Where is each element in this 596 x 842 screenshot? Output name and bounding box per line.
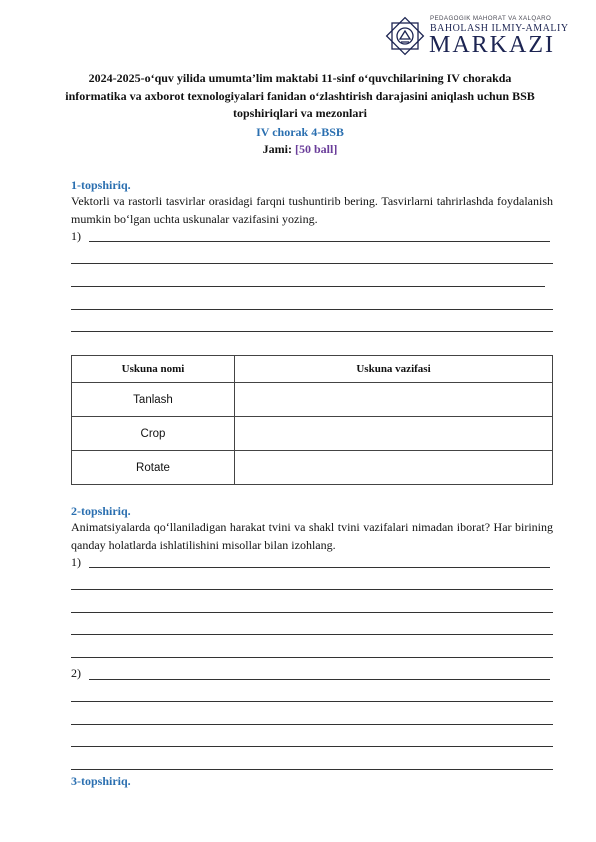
answer-line[interactable] [89,241,550,242]
answer-line[interactable] [89,679,550,680]
total-score [60,141,540,157]
task1-item1-label: 1) [71,229,81,243]
answer-line[interactable] [71,634,553,635]
answer-line[interactable] [71,769,553,770]
tool-function-cell[interactable] [235,383,553,417]
answer-line[interactable] [71,286,545,287]
total-label: Jami: [262,142,292,156]
tool-function-cell[interactable] [235,451,553,485]
total-value: [50 ball] [294,142,338,156]
answer-line[interactable] [89,567,550,568]
answer-line[interactable] [71,612,553,613]
tool-name-cell: Tanlash [72,383,235,417]
table-row [72,417,553,451]
column-header-tool-name: Uskuna nomi [72,356,235,383]
tool-name-cell: Crop [72,417,235,451]
document-subtitle: IV chorak 4-BSB [256,125,344,139]
task2-item2-label: 2) [71,666,81,680]
answer-line[interactable] [71,724,553,725]
task2-heading: 2-topshiriq. [71,504,131,518]
answer-line[interactable] [71,309,553,310]
task2-item1-label: 1) [71,555,81,569]
table-row [72,451,553,485]
table-row [72,383,553,417]
logo-line-1: PEDAGOGIK MAHORAT VA XALQARO [430,15,552,22]
tool-name-cell: Rotate [72,451,235,485]
answer-line[interactable] [71,589,553,590]
tool-function-cell[interactable] [235,417,553,451]
center-logo [383,12,569,62]
answer-line[interactable] [71,657,553,658]
task3-heading: 3-topshiriq. [71,774,131,788]
logo-line-3: MARKAZI [429,32,555,58]
task1-text: Vektorli va rastorli tasvirlar orasidagi farqni tushuntirib bering. Tasvirlarni tahrirlashda foydalanish mumkin bo‘lgan uchta uskunalar vazifasini yozing. [71,194,553,226]
emblem-icon [383,14,427,58]
answer-line[interactable] [71,746,553,747]
tools-table [71,355,553,485]
answer-line[interactable] [71,701,553,702]
task2-text: Animatsiyalarda qo‘llaniladigan harakat tvini va shakl tvini vazifalari nimadan iborat? Har birining qanday holatlarda ishlatilishini misollar bilan izohlang. [71,520,553,552]
document-title: 2024-2025-o‘quv yilida umumta’lim maktabi 11-sinf o‘quvchilarining IV chorakda informatika va axborot texnologiyalari fanidan o‘zlashtirish darajasini aniqlash uchun BSB topshiriqlari va mezonlari [65,71,535,120]
answer-line[interactable] [71,331,553,332]
task1-heading: 1-topshiriq. [71,178,131,192]
answer-line[interactable] [71,263,553,264]
column-header-tool-function: Uskuna vazifasi [235,356,553,383]
table-header-row [72,356,553,383]
logo-line-2: BAHOLASH ILMIY-AMALIY [430,23,569,34]
